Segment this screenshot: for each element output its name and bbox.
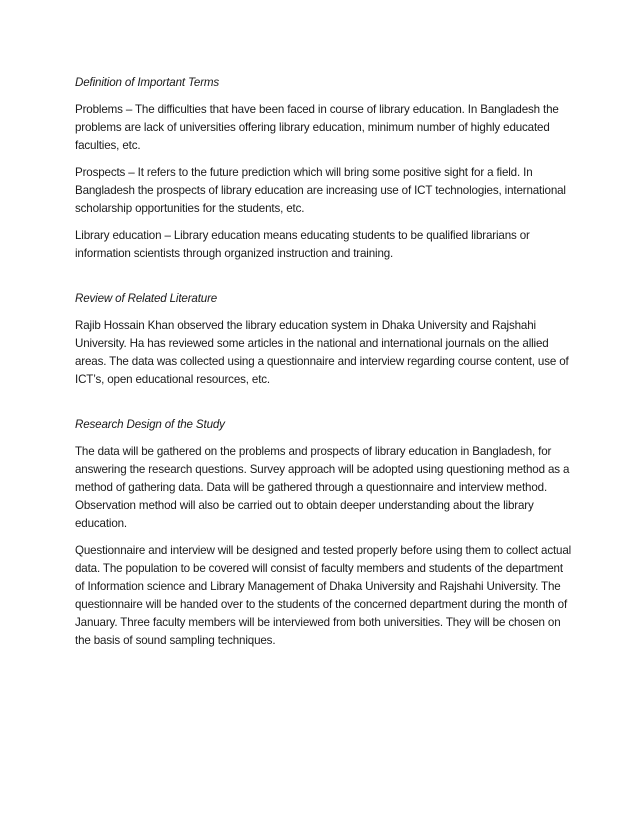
section-heading: Review of Related Literature (75, 292, 218, 305)
paragraph: Library education – Library education means educating students to be qualified librarians or information scientists through organized instruction and training. (75, 229, 530, 260)
paragraph: Prospects – It refers to the future prediction which will bring some positive sight for a field. In Bangladesh the prospects of library education are increasing use of ICT technologies, international scholarship opportunities for the students, etc. (75, 166, 566, 215)
section-definitions (75, 74, 575, 263)
paragraph: Rajib Hossain Khan observed the library education system in Dhaka University and Rajshahi University. Ha has reviewed some articles in the national and international journals on the allied areas. The data was collected using a questionnaire and interview regarding course content, use of ICT’s, open educational resources, etc. (75, 319, 569, 386)
section-heading: Definition of Important Terms (75, 76, 220, 89)
paragraph: Problems – The difficulties that have been faced in course of library education. In Bangladesh the problems are lack of universities offering library education, minimum number of highly educated faculties, etc. (75, 103, 559, 152)
paragraph: Questionnaire and interview will be designed and tested properly before using them to collect actual data. The population to be covered will consist of faculty members and students of the department of Information science and Library Management of Dhaka University and Rajshahi University. The questionnaire will be handed over to the students of the concerned department during the month of January. Three faculty members will be interviewed from both universities. They will be chosen on the basis of sound sampling techniques. (75, 544, 572, 647)
section-research-design (75, 416, 575, 650)
section-heading: Research Design of the Study (75, 418, 225, 431)
paragraph: The data will be gathered on the problems and prospects of library education in Bangladesh, for answering the research questions. Survey approach will be adopted using questioning method as a method of gathering data. Data will be gathered through a questionnaire and interview method. Observation method will also be carried out to obtain deeper understanding about the library education. (75, 445, 570, 530)
section-literature-review (75, 290, 575, 389)
document-page (75, 74, 575, 659)
